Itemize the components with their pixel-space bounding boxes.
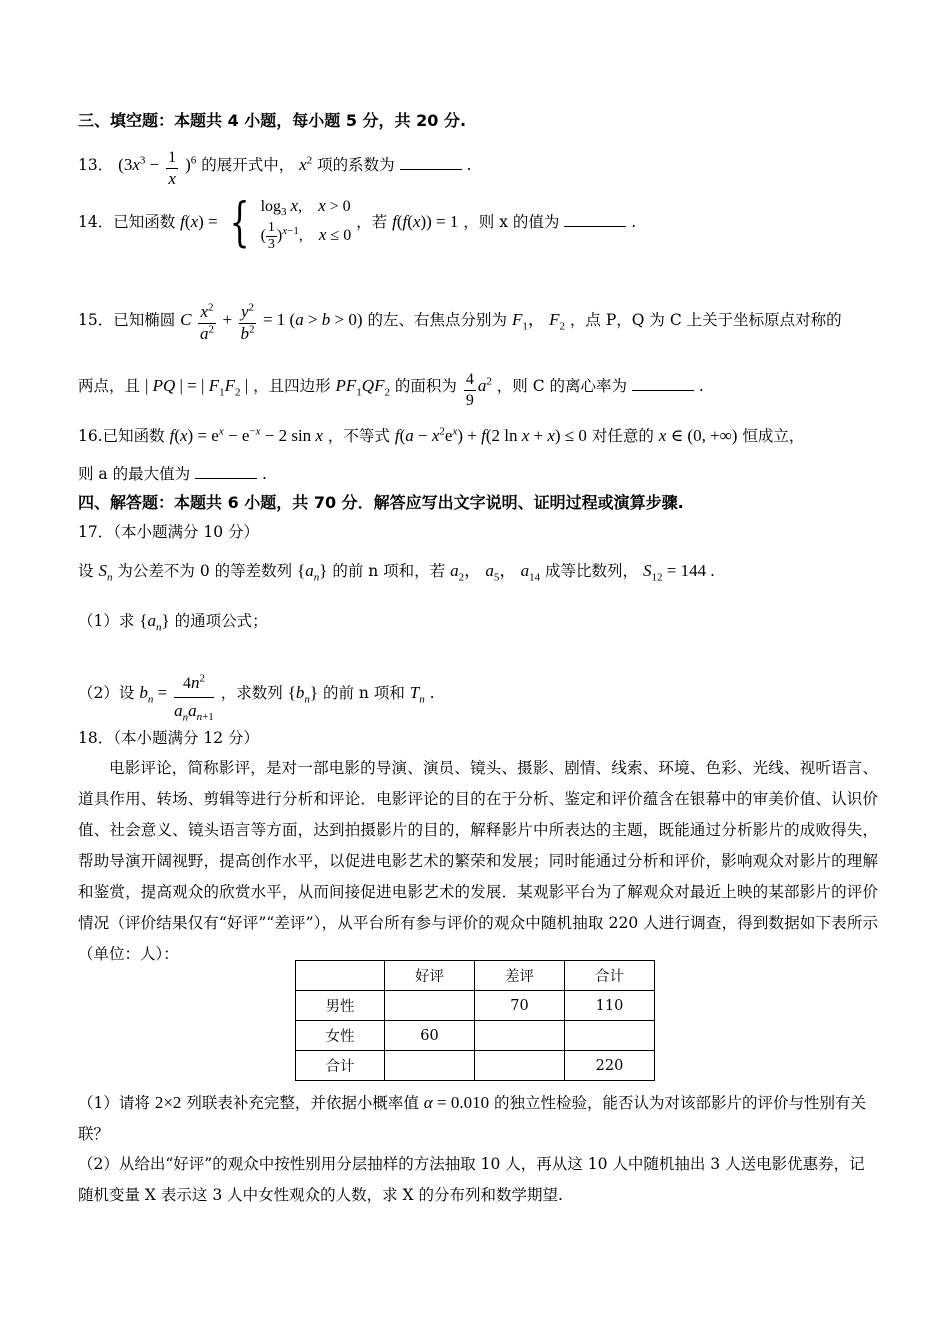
table-cell: 差评 [475,961,565,991]
q17-part1-b: 的通项公式； [174,612,268,630]
q18-part1-c: 的独立性检验，能否认为对该部影片的评价与性别有关联？ [78,1094,867,1143]
q13-answer-blank [400,155,462,170]
table-cell: 220 [565,1051,655,1081]
table-row [296,1021,655,1051]
q16-number: 16.已知函数 [78,427,165,445]
table-cell: 女性 [296,1021,385,1051]
q16-answer-blank [195,464,257,479]
contingency-table [295,960,655,1081]
question-16-line-2 [78,463,267,485]
question-15-line-2: 两点，且 | PQ | = | $F_1F_2$ | ，且四边形 $PF_1QF_2$ 的面积为 $\frac{4}{9}$ $a^2$ ，则 C 的离心率为 . [78,371,704,409]
table-cell [385,1051,475,1081]
q15-condition: | PQ | = | $F_1F_2$ | [144,376,249,399]
table-cell: 好评 [385,961,475,991]
table-cell: 70 [475,991,565,1021]
q17-part-1: （1）求 $\{a_n\}$ 的通项公式； [78,611,268,634]
table-cell [296,961,385,991]
q13-fraction: $\frac{1}{x}$ [168,149,177,188]
table-row [296,1051,655,1081]
q14-brace: { [229,193,250,253]
section-4-title: 四、解答题：本题共 6 小题，共 70 分．解答应写出文字说明、证明过程或演算步骤. [78,493,684,512]
q17-part2-b: ，求数列 [220,684,283,702]
q14-fx: f(x) = [180,212,218,231]
q15-ellipse: C [180,310,192,329]
q16-text-c: 恒成立， [742,427,805,445]
q16-function: $f(x) = e^x - e^{-x} - 2$ sin x [169,425,323,445]
q17-stem-a: 设 [78,562,94,580]
q14-end: . [631,213,637,231]
q17-part1-a: （1）求 [78,612,135,630]
table-row [296,991,655,1021]
table-cell [475,1021,565,1051]
q15-line2-a: 两点，且 [78,377,141,395]
q14-text-a: ，若 [356,213,388,231]
table-header-row [296,961,655,991]
section-3-title: 三、填空题：本题共 4 小题，每小题 5 分，共 20 分. [78,111,467,130]
table-cell: 合计 [565,961,655,991]
q15-answer-blank [632,376,694,391]
q18-paragraph: 电影评论，简称影评，是对一部电影的导演、演员、镜头、摄影、剧情、线索、环境、色彩、光线、视听语言、道具作用、转场、剪辑等进行分析和评论．电影评论的目的在于分析、鉴定和评价蕴含在银幕中的审美价值、认识价值、社会意义、镜头语言等方面，达到拍摄影片的目的，解释影片中所表达的主题，既能通过分析影片的成败得失，帮助导演开阔视野，提高创作水平，以促进电影艺术的繁荣和发展；同时能通过分析和评价，影响观众对影片的理解和鉴赏，提高观众的欣赏水平，从而间接促进电影艺术的发展．某观影平台为了解观众对最近上映的某部影片的评价情况（评价结果仅有“好评”“差评”），从平台所有参与评价的观众中随机抽取 220 人进行调查，得到数据如下表所示（单位：人）： [78,759,878,963]
q16-inequality: $f(a - x^2e^x) + f(2$ ln x + x) ≤ 0 [394,425,587,445]
q18-part1-b: 列联表补充完整，并依据小概率值 [186,1094,419,1112]
q16-text-a: ，不等式 [327,427,390,445]
q15-area-frac: $\frac{4}{9}$ [465,371,474,409]
q16-text-b: 对任意的 [591,427,654,445]
table-cell: 合计 [296,1051,385,1081]
q13-end: . [466,156,472,174]
q13-expression: ($3x^3$ − [118,154,160,174]
q15-text-a: 的左、右焦点分别为 [367,311,507,329]
q15-number: 15．已知椭圆 [78,311,176,329]
q14-answer-blank [564,212,626,227]
question-16 [78,425,804,447]
table-cell: 60 [385,1021,475,1051]
q15-frac-x: $\frac{x^2}{a^2}$ [199,301,214,343]
q18-part-2: （2）从给出“好评”的观众中按性别用分层抽样的方法抽取 10 人，再从这 10 人中随机抽出 3 人送电影优惠券，记随机变量 X 表示这 3 人中女性观众的人数，求 X 的分布列和数学期望. [78,1155,865,1204]
q18-part1-a: （1）请将 [78,1094,150,1112]
q17-bn-fraction: $\frac{4n^2}{a_na_{n+1}}$ [174,670,214,725]
table-cell [475,1051,565,1081]
q16-end: . [261,465,267,483]
table-cell: 男性 [296,991,385,1021]
q14-cases: $\log_3 x$, x > 0 ( $\frac{1}{3}$ )$^{x-1}$, x ≤ 0 [260,196,352,252]
q17-stem-b: 为公差不为 0 的等差数列 [117,562,293,580]
q16-line2: 则 a 的最大值为 [78,465,191,483]
q17-part-2: （2）设 $b_n$ = $\frac{4n^2}{a_na_{n+1}}$ ，求数列 $\{b_n\}$ 的前 n 项和 $T_n$ . [78,670,435,725]
q15-end: . [698,377,704,395]
q14-condition: f(f(x)) = 1 [392,212,459,231]
q18-header: 18．（本小题满分 12 分） [78,729,260,747]
question-15: 15．已知椭圆 C $\frac{x^2}{a^2}$ + $\frac{y^2}{b^2}$ = 1 (a > b > 0) 的左、右焦点分别为 $F_1$， $F_2$ ，点 P，Q 为 C 上关于坐标原点对称的 [78,301,842,343]
q13-power: )$^6$ [185,154,197,174]
q17-part2-c: 的前 n 项和 [322,684,405,702]
q17-stem-c: 的前 n 项和，若 [332,562,446,580]
q15-text-b: ，点 P，Q 为 C 上关于坐标原点对称的 [569,311,842,329]
q16-domain: x ∈ (0, +∞) [658,426,738,445]
q17-part2-d: . [429,684,435,702]
table-cell [385,991,475,1021]
q17-part2-a: （2）设 [78,684,135,702]
q15-frac-y: $\frac{y^2}{b^2}$ [240,301,255,343]
q14-text-b: ，则 x 的值为 [463,213,560,231]
q13-term: $x^2$ [299,154,313,174]
question-13 [78,148,471,190]
q15-line2-b: ，且四边形 [253,377,331,395]
q13-number: 13． [78,156,114,174]
q15-line2-c: 的面积为 [394,377,457,395]
q18-part-1: （1）请将 2×2 列联表补充完整，并依据小概率值 α = 0.010 的独立性检验，能否认为对该部影片的评价与性别有关联？ [78,1093,867,1143]
q17-stem: 设 $S_n$ 为公差不为 0 的等差数列 $\{a_n\}$ 的前 n 项和，若 $a_2$， $a_5$， $a_{14}$ 成等比数列， $S_{12} = 144$ . [78,561,715,584]
q17-stem-d: 成等比数列， [545,562,639,580]
q14-number: 14．已知函数 [78,213,176,231]
q15-foci: $F_1$， $F_2$ [511,310,565,333]
q13-text-a: 的展开式中， [201,156,295,174]
q17-header: 17．（本小题满分 10 分） [78,523,260,541]
q15-quad: $PF_1QF_2$ [335,376,390,399]
q15-line2-d: ，则 C 的离心率为 [496,377,628,395]
question-14 [78,192,636,253]
table-cell [565,1021,655,1051]
table-cell: 110 [565,991,655,1021]
q13-text-b: 项的系数为 [317,156,395,174]
